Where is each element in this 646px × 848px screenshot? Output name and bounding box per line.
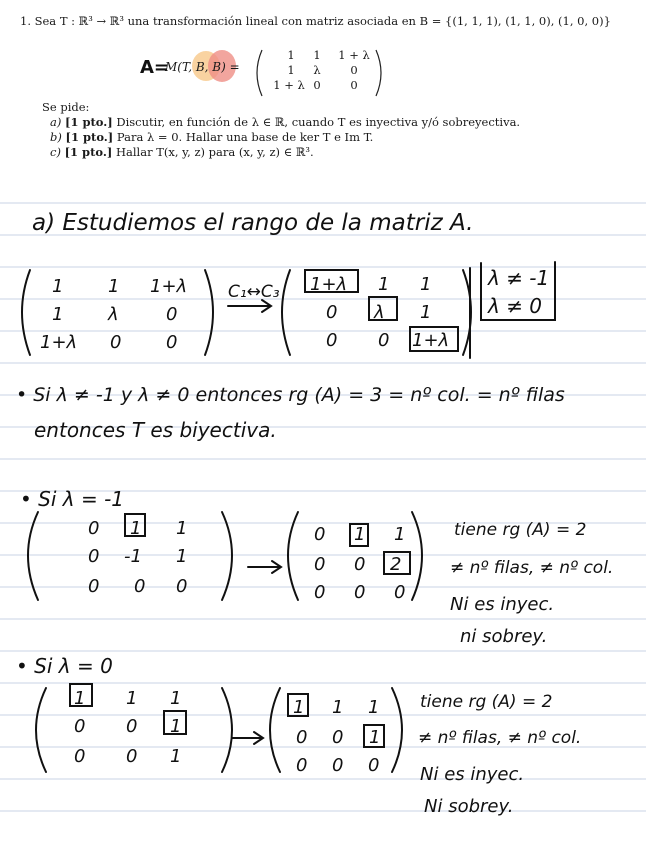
cell: 1 (293, 697, 305, 718)
problem-statement (20, 14, 630, 28)
cell: 1 (130, 518, 142, 539)
item-c: c) [1 pto.] Hallar T(x, y, z) para (x, y, z) ∈ ℝ³. (50, 145, 314, 159)
case3-label: • Si λ = 0 (16, 654, 113, 678)
condition-1: λ ≠ -1 (488, 266, 550, 290)
case3-note-2: ≠ nº filas, ≠ nº col. (418, 728, 582, 748)
cell: 0 (314, 582, 326, 603)
printed-right-paren (376, 50, 381, 96)
cell: 1 (126, 688, 138, 709)
cell: 1 (287, 48, 295, 62)
cell: 1+λ (150, 276, 188, 297)
item-a: a) [1 pto.] Discutir, en función de λ ∈ ℝ, cuando T es inyectiva y/ó sobreyectiva. (50, 115, 521, 129)
cell: 1 (74, 688, 86, 709)
cell: 1+λ (40, 332, 78, 353)
cell: 0 (110, 332, 122, 353)
cell: 0 (313, 78, 321, 92)
asked-section (42, 100, 520, 160)
column-swap: C₁↔C₃ (228, 282, 280, 302)
case2-note-4: ni sobrey. (460, 626, 548, 647)
case2-note-2: ≠ nº filas, ≠ nº col. (450, 558, 614, 578)
cell: 0 (326, 330, 338, 351)
cell: 0 (368, 755, 380, 776)
case2-note-3: Ni es inyec. (450, 594, 555, 615)
case2-note-1: tiene rg (A) = 2 (454, 520, 587, 540)
cell: 0 (166, 332, 178, 353)
cell: 0 (88, 576, 100, 597)
cell: 0 (350, 78, 358, 92)
cell: 1 (394, 524, 406, 545)
item-b: b) [1 pto.] Para λ = 0. Hallar una base de ker T e Im T. (50, 130, 374, 144)
cell: 0 (166, 304, 178, 325)
condition-2: λ ≠ 0 (488, 294, 543, 318)
cell: λ (313, 63, 321, 77)
cell: 1 (420, 274, 432, 295)
cell: 0 (134, 576, 146, 597)
case2-label: • Si λ = -1 (20, 487, 125, 511)
cell: 1 (369, 727, 381, 748)
cell: -1 (124, 546, 142, 567)
cell: 1 (170, 688, 182, 709)
cell: 1 (176, 518, 188, 539)
cell: 1 (52, 304, 64, 325)
notes-heading: a) Estudiemos el rango de la matriz A. (32, 210, 474, 236)
cell: 0 (350, 63, 358, 77)
case3-note-3: Ni es inyec. (420, 764, 525, 785)
case3-note-4: Ni sobrey. (424, 796, 514, 817)
cell: 1+λ (412, 330, 450, 351)
cell: 1 (52, 276, 64, 297)
cell: λ (108, 304, 119, 325)
cell: 1 (108, 276, 120, 297)
cell: 0 (88, 546, 100, 567)
printed-left-paren (257, 50, 262, 96)
cell: 1 (332, 697, 344, 718)
cell: 0 (394, 582, 406, 603)
cell: 1 (354, 524, 366, 545)
cell: λ (374, 302, 385, 323)
asked-label: Se pide: (42, 100, 90, 114)
cell: 0 (332, 727, 344, 748)
cell: 1 (420, 302, 432, 323)
cell: 0 (326, 302, 338, 323)
matrix-label: A= (140, 57, 170, 78)
case1-line1: • Si λ ≠ -1 y λ ≠ 0 entonces rg (A) = 3 = nº col. = nº filas (16, 384, 565, 406)
cell: 0 (296, 755, 308, 776)
cell: 0 (378, 330, 390, 351)
case1-line2: entonces T es biyectiva. (34, 418, 277, 442)
cell: 0 (332, 755, 344, 776)
cell: 1 (170, 716, 182, 737)
problem-header: 1. Sea T : ℝ³ → ℝ³ una transformación lineal con matriz asociada en B = {(1, 1, 1), (1, 1, 0), (1, 0, 0)} (20, 14, 611, 28)
cell: 1 (378, 274, 390, 295)
cell: 0 (354, 554, 366, 575)
cell: 0 (296, 727, 308, 748)
cell: 1 + λ (338, 48, 370, 62)
cell: 1 (368, 697, 380, 718)
cell: 1 (176, 546, 188, 567)
cell: 0 (74, 716, 86, 737)
cell: 0 (126, 716, 138, 737)
cell: 1 (287, 63, 295, 77)
cell: 1 + λ (273, 78, 305, 92)
cell: 0 (176, 576, 188, 597)
case3-note-1: tiene rg (A) = 2 (420, 692, 553, 712)
matrix-expression: M(T, B, B) = (165, 60, 240, 74)
cell: 0 (354, 582, 366, 603)
cell: 1+λ (310, 274, 348, 295)
cell: 0 (74, 746, 86, 767)
cell: 0 (314, 554, 326, 575)
cell: 0 (126, 746, 138, 767)
cell: 1 (313, 48, 321, 62)
cell: 1 (170, 746, 182, 767)
cell: 2 (390, 554, 402, 575)
cell: 0 (314, 524, 326, 545)
cell: 0 (88, 518, 100, 539)
